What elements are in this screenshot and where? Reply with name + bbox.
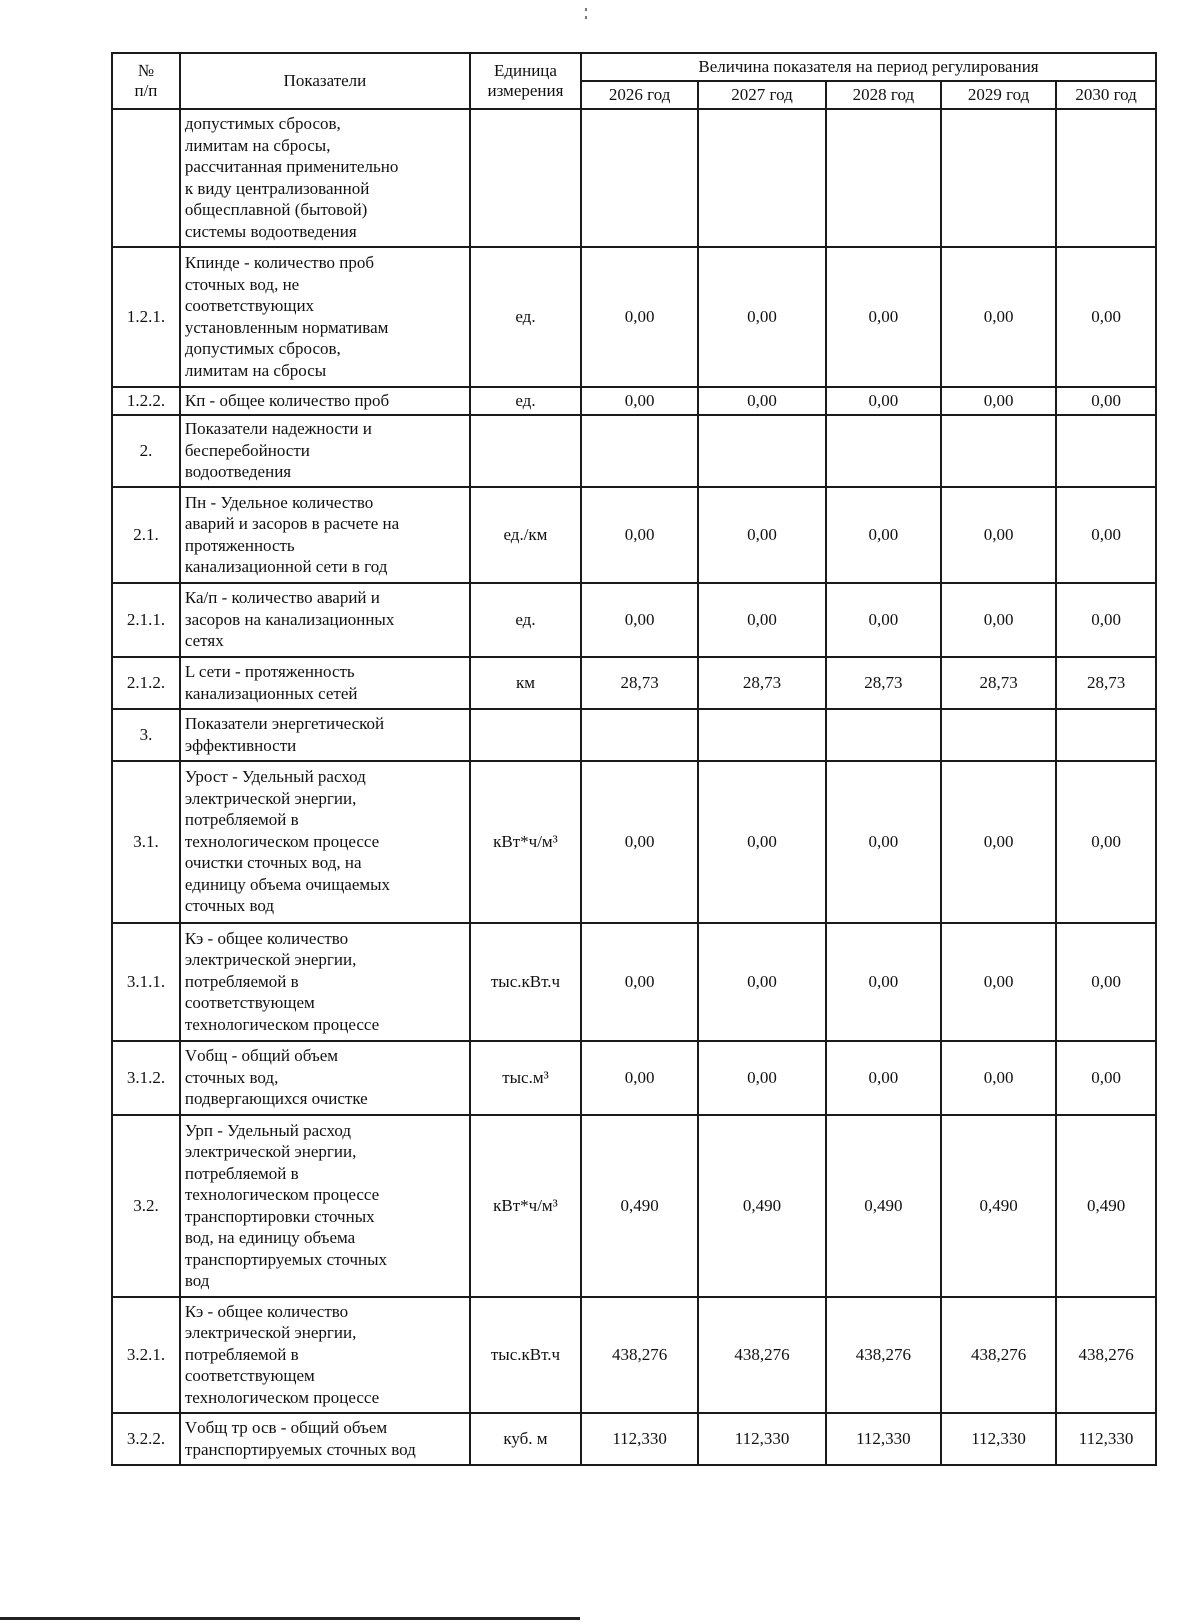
value-cell: 0,490 xyxy=(941,1115,1056,1297)
value-cell xyxy=(581,415,698,487)
value-cell: 0,00 xyxy=(1056,247,1156,387)
scan-speck xyxy=(585,16,587,19)
row-number: 1.2.1. xyxy=(112,247,180,387)
value-cell xyxy=(826,709,941,761)
table-row xyxy=(112,923,1156,1041)
row-number: 3.2.1. xyxy=(112,1297,180,1413)
value-cell: 112,330 xyxy=(1056,1413,1156,1465)
value-cell: 0,00 xyxy=(826,923,941,1041)
indicator-name: Vобщ тр осв - общий объем транспортируемых сточных вод xyxy=(180,1413,470,1465)
column-header-year: 2030 год xyxy=(1056,81,1156,109)
value-cell: 0,00 xyxy=(1056,583,1156,657)
column-header-period: Величина показателя на период регулирования xyxy=(581,53,1156,81)
table-row xyxy=(112,657,1156,709)
value-cell: 112,330 xyxy=(941,1413,1056,1465)
value-cell: 0,00 xyxy=(1056,761,1156,923)
value-cell: 0,00 xyxy=(1056,923,1156,1041)
value-cell xyxy=(1056,109,1156,247)
value-cell: 0,00 xyxy=(698,1041,826,1115)
value-cell xyxy=(698,109,826,247)
table-row xyxy=(112,415,1156,487)
value-cell: 0,00 xyxy=(698,387,826,415)
table-row xyxy=(112,487,1156,583)
row-number: 3.1.1. xyxy=(112,923,180,1041)
row-number: 3. xyxy=(112,709,180,761)
unit-cell: тыс.м³ xyxy=(470,1041,581,1115)
value-cell: 0,00 xyxy=(581,761,698,923)
value-cell: 0,00 xyxy=(826,387,941,415)
table-row xyxy=(112,761,1156,923)
column-header-indicator: Показатели xyxy=(180,53,470,109)
table-row xyxy=(112,247,1156,387)
value-cell: 0,490 xyxy=(826,1115,941,1297)
value-cell xyxy=(941,109,1056,247)
value-cell: 0,00 xyxy=(1056,1041,1156,1115)
unit-cell: ед. xyxy=(470,583,581,657)
value-cell: 0,00 xyxy=(826,1041,941,1115)
value-cell xyxy=(826,415,941,487)
row-number: 2.1.1. xyxy=(112,583,180,657)
value-cell: 0,00 xyxy=(1056,487,1156,583)
value-cell xyxy=(941,709,1056,761)
table-body xyxy=(112,109,1156,1465)
value-cell: 0,00 xyxy=(698,247,826,387)
unit-cell: ед./км xyxy=(470,487,581,583)
value-cell: 0,00 xyxy=(941,247,1056,387)
row-number: 1.2.2. xyxy=(112,387,180,415)
column-header-unit: Единица измерения xyxy=(470,53,581,109)
value-cell: 0,00 xyxy=(826,583,941,657)
indicator-name: Урп - Удельный расход электрической энергии, потребляемой в технологическом процессе транспортировки сточных вод, на единицу объема транспортируемых сточных вод xyxy=(180,1115,470,1297)
value-cell xyxy=(1056,415,1156,487)
value-cell: 438,276 xyxy=(826,1297,941,1413)
value-cell: 0,00 xyxy=(581,387,698,415)
unit-cell: куб. м xyxy=(470,1413,581,1465)
unit-cell xyxy=(470,709,581,761)
value-cell: 28,73 xyxy=(941,657,1056,709)
table-row xyxy=(112,1115,1156,1297)
header-row-group xyxy=(112,53,1156,81)
indicators-table xyxy=(111,52,1157,1466)
value-cell: 0,00 xyxy=(1056,387,1156,415)
value-cell: 28,73 xyxy=(581,657,698,709)
value-cell: 0,00 xyxy=(941,761,1056,923)
table-row xyxy=(112,583,1156,657)
indicator-name: Показатели энергетической эффективности xyxy=(180,709,470,761)
unit-cell: ед. xyxy=(470,247,581,387)
row-number: 3.1.2. xyxy=(112,1041,180,1115)
value-cell: 0,490 xyxy=(1056,1115,1156,1297)
row-number: 3.1. xyxy=(112,761,180,923)
row-number: 2. xyxy=(112,415,180,487)
value-cell: 438,276 xyxy=(941,1297,1056,1413)
value-cell: 28,73 xyxy=(826,657,941,709)
value-cell: 0,00 xyxy=(941,1041,1056,1115)
unit-cell: тыс.кВт.ч xyxy=(470,1297,581,1413)
value-cell: 0,00 xyxy=(698,923,826,1041)
unit-cell: кВт*ч/м³ xyxy=(470,1115,581,1297)
unit-cell: км xyxy=(470,657,581,709)
value-cell: 112,330 xyxy=(826,1413,941,1465)
value-cell: 0,00 xyxy=(581,247,698,387)
value-cell xyxy=(826,109,941,247)
table-row xyxy=(112,1041,1156,1115)
column-header-year: 2029 год xyxy=(941,81,1056,109)
indicator-name: допустимых сбросов, лимитам на сбросы, рассчитанная применительно к виду централизованной общесплавной (бытовой) системы водоотведения xyxy=(180,109,470,247)
column-header-num: № п/п xyxy=(112,53,180,109)
value-cell: 0,490 xyxy=(698,1115,826,1297)
value-cell xyxy=(941,415,1056,487)
indicator-name: Vобщ - общий объем сточных вод, подвергающихся очистке xyxy=(180,1041,470,1115)
row-number: 2.1. xyxy=(112,487,180,583)
unit-cell: тыс.кВт.ч xyxy=(470,923,581,1041)
value-cell: 0,00 xyxy=(826,487,941,583)
value-cell xyxy=(581,709,698,761)
unit-cell xyxy=(470,415,581,487)
table-row xyxy=(112,1297,1156,1413)
row-number xyxy=(112,109,180,247)
value-cell: 0,00 xyxy=(826,247,941,387)
value-cell: 0,00 xyxy=(698,583,826,657)
value-cell xyxy=(698,709,826,761)
indicator-name: Урост - Удельный расход электрической энергии, потребляемой в технологическом процессе очистки сточных вод, на единицу объема очищаемых сточных вод xyxy=(180,761,470,923)
value-cell: 0,00 xyxy=(581,487,698,583)
table-row xyxy=(112,709,1156,761)
value-cell: 438,276 xyxy=(698,1297,826,1413)
value-cell xyxy=(698,415,826,487)
indicator-name: Кэ - общее количество электрической энергии, потребляемой в соответствующем технологическом процессе xyxy=(180,923,470,1041)
value-cell: 0,00 xyxy=(941,387,1056,415)
value-cell: 28,73 xyxy=(698,657,826,709)
column-header-year: 2028 год xyxy=(826,81,941,109)
scan-speck xyxy=(585,8,587,11)
indicator-name: Показатели надежности и бесперебойности водоотведения xyxy=(180,415,470,487)
table-row xyxy=(112,1413,1156,1465)
value-cell: 112,330 xyxy=(581,1413,698,1465)
value-cell: 0,00 xyxy=(941,583,1056,657)
value-cell: 0,00 xyxy=(698,487,826,583)
indicator-name: Кп - общее количество проб xyxy=(180,387,470,415)
unit-cell: ед. xyxy=(470,387,581,415)
column-header-year: 2026 год xyxy=(581,81,698,109)
column-header-year: 2027 год xyxy=(698,81,826,109)
value-cell: 0,00 xyxy=(941,487,1056,583)
row-number: 2.1.2. xyxy=(112,657,180,709)
value-cell: 0,00 xyxy=(581,923,698,1041)
value-cell: 28,73 xyxy=(1056,657,1156,709)
value-cell xyxy=(581,109,698,247)
value-cell: 438,276 xyxy=(1056,1297,1156,1413)
row-number: 3.2.2. xyxy=(112,1413,180,1465)
unit-cell xyxy=(470,109,581,247)
unit-cell: кВт*ч/м³ xyxy=(470,761,581,923)
indicator-name: Кпинде - количество проб сточных вод, не соответствующих установленным нормативам допустимых сбросов, лимитам на сбросы xyxy=(180,247,470,387)
table-row xyxy=(112,109,1156,247)
value-cell: 0,00 xyxy=(581,1041,698,1115)
value-cell: 0,00 xyxy=(941,923,1056,1041)
indicator-name: Ка/п - количество аварий и засоров на канализационных сетях xyxy=(180,583,470,657)
indicator-name: Кэ - общее количество электрической энергии, потребляемой в соответствующем технологическом процессе xyxy=(180,1297,470,1413)
indicator-name: L сети - протяженность канализационных сетей xyxy=(180,657,470,709)
table-row xyxy=(112,387,1156,415)
value-cell: 0,490 xyxy=(581,1115,698,1297)
value-cell: 0,00 xyxy=(698,761,826,923)
value-cell xyxy=(1056,709,1156,761)
value-cell: 438,276 xyxy=(581,1297,698,1413)
value-cell: 0,00 xyxy=(826,761,941,923)
value-cell: 0,00 xyxy=(581,583,698,657)
bottom-rule xyxy=(0,1617,580,1620)
row-number: 3.2. xyxy=(112,1115,180,1297)
value-cell: 112,330 xyxy=(698,1413,826,1465)
indicator-name: Пн - Удельное количество аварий и засоров в расчете на протяженность канализационной сети в год xyxy=(180,487,470,583)
